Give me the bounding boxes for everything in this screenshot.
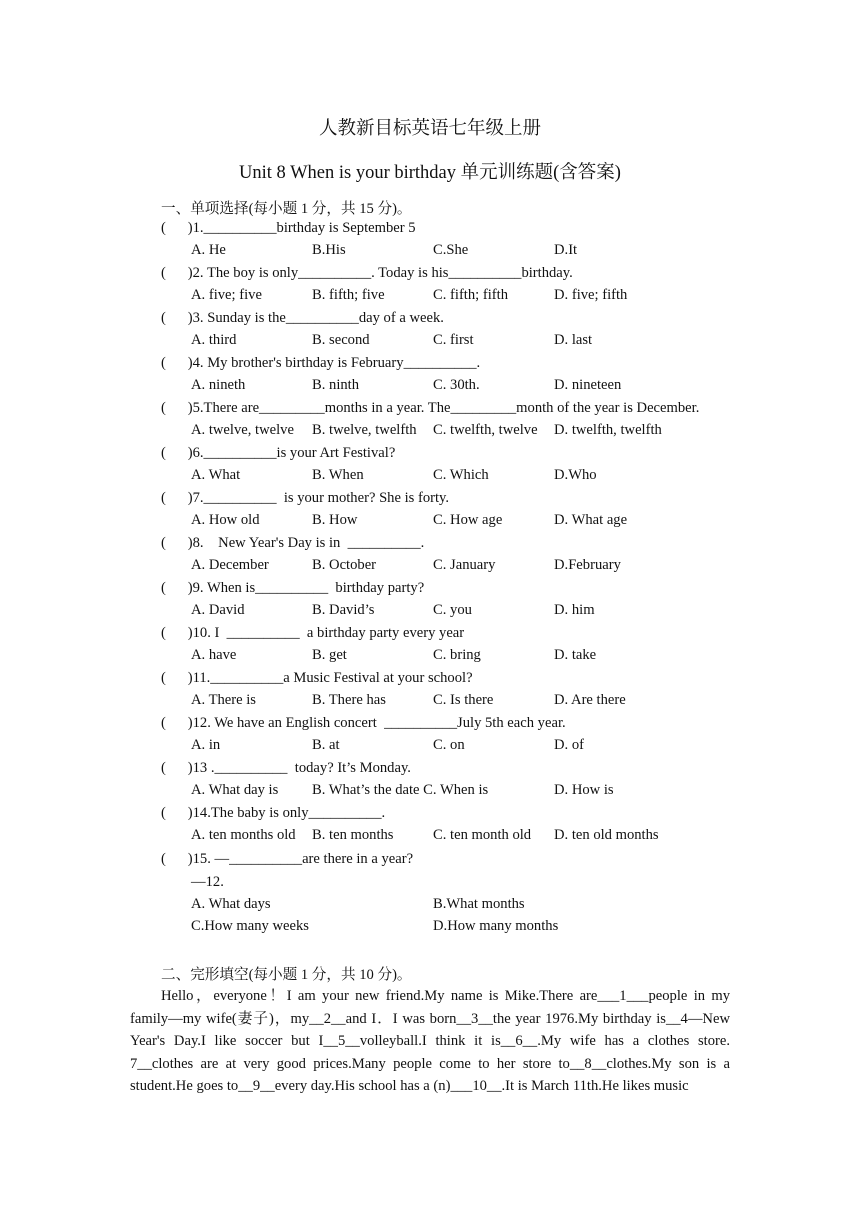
document-title: 人教新目标英语七年级上册 [318,119,541,139]
option: D.It [554,242,578,258]
option: A. What days [191,896,271,912]
section1-heading: 一、单项选择(每小题 1 分，共 15 分)。 [161,201,412,217]
option: C. bring [433,647,481,663]
cloze-passage: Hello，everyone！I am your new friend.My name is Mike.There are___1___people in my family—my wife(妻子)，my__2__and I．I was born__3__the year 1976.My birthday is__4—New Year's Day.I like soccer but I__5__volleyball.I think it is__6__.My wife has a clothes store. 7__clothes are at very good prices.Many people come to her store to__8__clothes.My son is a student.He goes to__9__every day.His school has a (n)___10__.It is March 11th.He likes music [130,988,730,1095]
option: B. twelve, twelfth [312,422,417,438]
option: C.She [433,242,469,258]
option: D.February [554,557,621,573]
option: A. There is [191,692,256,708]
option: B.His [312,242,346,258]
option: B. How [312,512,358,528]
option: B. fifth; five [312,287,385,303]
option: B. at [312,737,340,753]
option: D. of [554,737,584,753]
option: C. twelfth, twelve [433,422,538,438]
answer-line: —12. [191,874,224,890]
option: D. nineteen [554,377,622,393]
option: C. Is there [433,692,494,708]
option: D. him [554,602,595,618]
option: B. What’s the date C. When is [312,782,489,798]
document-subtitle: Unit 8 When is your birthday 单元训练题(含答案) [239,163,621,183]
option: A. five; five [191,287,262,303]
option: B. get [312,647,347,663]
option: C. fifth; fifth [433,287,508,303]
option: B. ten months [312,827,394,843]
option: A. ten months old [191,827,296,843]
option: D. Are there [554,692,626,708]
question-stem: ( )3. Sunday is the__________day of a week. [161,310,444,326]
option: A. What [191,467,241,483]
option: D. How is [554,782,614,798]
option: B.What months [433,896,525,912]
option: D. last [554,332,593,348]
option: A. twelve, twelve [191,422,294,438]
option: A. December [191,557,269,573]
question-stem: ( )1.__________birthday is September 5 [161,220,416,236]
option: C. 30th. [433,377,480,393]
option: A. He [191,242,226,258]
option: D. take [554,647,597,663]
question-stem: ( )14.The baby is only__________. [161,805,386,821]
option: A. nineth [191,377,246,393]
question-stem: ( )8. New Year's Day is in __________. [161,535,425,551]
option: A. What day is [191,782,279,798]
option: B. When [312,467,364,483]
question-stem: ( )13 .__________ today? It’s Monday. [161,760,411,776]
option: B. ninth [312,377,360,393]
option: C. How age [433,512,503,528]
option: C. first [433,332,474,348]
option: A. in [191,737,221,753]
option: C. on [433,737,465,753]
question-stem: ( )5.There are_________months in a year. The_________month of the year is December. [161,400,700,416]
question-stem: ( )10. I __________ a birthday party every year [161,625,465,641]
option: B. David’s [312,602,375,618]
option: C.How many weeks [191,918,309,934]
option: D. What age [554,512,628,528]
question-stem: ( )9. When is__________ birthday party? [161,580,425,596]
option: B. October [312,557,377,573]
option: D.Who [554,467,597,483]
option: A. David [191,602,245,618]
option: D. five; fifth [554,287,628,303]
option: D. ten old months [554,827,659,843]
option: A. How old [191,512,260,528]
option: B. There has [312,692,386,708]
question-stem: ( )12. We have an English concert __________July 5th each year. [161,715,566,731]
option: C. you [433,602,472,618]
option: D. twelfth, twelfth [554,422,662,438]
section2-heading: 二、完形填空(每小题 1 分，共 10 分)。 [161,967,412,983]
option: A. third [191,332,237,348]
option: C. January [433,557,496,573]
question-stem: ( )7.__________ is your mother? She is forty. [161,490,450,506]
question-stem: ( )2. The boy is only__________. Today is his__________birthday. [161,265,573,281]
question-stem: ( )11.__________a Music Festival at your school? [161,670,473,686]
option: C. Which [433,467,489,483]
question-stem: ( )6.__________is your Art Festival? [161,445,396,461]
option: B. second [312,332,370,348]
question-stem: ( )4. My brother's birthday is February__________. [161,355,481,371]
option: D.How many months [433,918,559,934]
question-stem: ( )15. —__________are there in a year? [161,851,414,867]
option: A. have [191,647,237,663]
option: C. ten month old [433,827,532,843]
